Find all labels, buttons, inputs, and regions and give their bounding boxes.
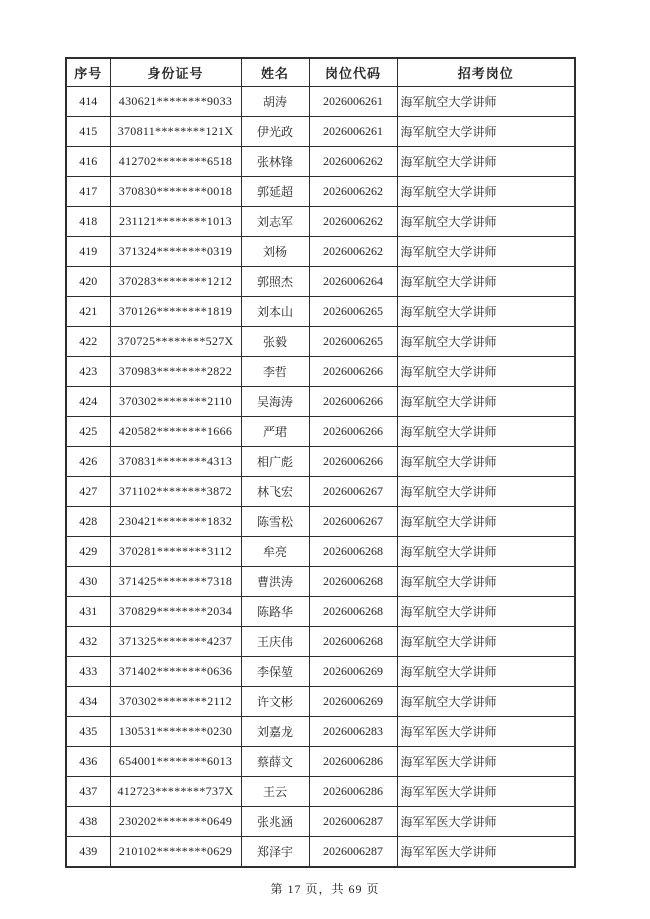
cell-name: 牟亮 <box>241 537 309 567</box>
cell-index: 422 <box>66 327 110 357</box>
cell-position-code: 2026006287 <box>309 837 397 868</box>
cell-id-number: 230421********1832 <box>110 507 241 537</box>
cell-position-title: 海军军医大学讲师 <box>397 717 575 747</box>
cell-id-number: 371324********0319 <box>110 237 241 267</box>
cell-id-number: 370283********1212 <box>110 267 241 297</box>
cell-position-code: 2026006264 <box>309 267 397 297</box>
cell-position-title: 海军航空大学讲师 <box>397 687 575 717</box>
cell-index: 433 <box>66 657 110 687</box>
cell-position-code: 2026006262 <box>309 207 397 237</box>
cell-name: 林飞宏 <box>241 477 309 507</box>
cell-name: 许文彬 <box>241 687 309 717</box>
cell-id-number: 370983********2822 <box>110 357 241 387</box>
cell-id-number: 370830********0018 <box>110 177 241 207</box>
table-row <box>66 687 575 717</box>
cell-index: 430 <box>66 567 110 597</box>
cell-position-title: 海军航空大学讲师 <box>397 537 575 567</box>
cell-id-number: 420582********1666 <box>110 417 241 447</box>
cell-position-title: 海军军医大学讲师 <box>397 807 575 837</box>
table-row <box>66 297 575 327</box>
cell-id-number: 412723********737X <box>110 777 241 807</box>
cell-name: 郑泽宇 <box>241 837 309 868</box>
cell-id-number: 370811********121X <box>110 117 241 147</box>
cell-name: 刘本山 <box>241 297 309 327</box>
table-row <box>66 477 575 507</box>
cell-name: 陈路华 <box>241 597 309 627</box>
table-row <box>66 267 575 297</box>
cell-position-code: 2026006268 <box>309 597 397 627</box>
cell-name: 刘志军 <box>241 207 309 237</box>
cell-position-code: 2026006267 <box>309 477 397 507</box>
cell-index: 426 <box>66 447 110 477</box>
cell-index: 434 <box>66 687 110 717</box>
cell-index: 417 <box>66 177 110 207</box>
cell-name: 张林锋 <box>241 147 309 177</box>
table-row <box>66 537 575 567</box>
cell-name: 郭延超 <box>241 177 309 207</box>
cell-position-code: 2026006261 <box>309 87 397 117</box>
cell-position-title: 海军航空大学讲师 <box>397 177 575 207</box>
cell-position-title: 海军航空大学讲师 <box>397 87 575 117</box>
cell-position-code: 2026006265 <box>309 327 397 357</box>
cell-position-title: 海军航空大学讲师 <box>397 327 575 357</box>
table-row <box>66 327 575 357</box>
cell-position-code: 2026006266 <box>309 357 397 387</box>
cell-index: 414 <box>66 87 110 117</box>
cell-position-code: 2026006268 <box>309 567 397 597</box>
cell-position-title: 海军航空大学讲师 <box>397 117 575 147</box>
cell-id-number: 371102********3872 <box>110 477 241 507</box>
cell-index: 423 <box>66 357 110 387</box>
cell-name: 王云 <box>241 777 309 807</box>
cell-name: 伊光政 <box>241 117 309 147</box>
table-row <box>66 627 575 657</box>
cell-position-code: 2026006266 <box>309 387 397 417</box>
cell-id-number: 370829********2034 <box>110 597 241 627</box>
cell-index: 420 <box>66 267 110 297</box>
cell-index: 429 <box>66 537 110 567</box>
cell-name: 曹洪涛 <box>241 567 309 597</box>
cell-position-title: 海军航空大学讲师 <box>397 417 575 447</box>
table-row <box>66 717 575 747</box>
cell-name: 相广彪 <box>241 447 309 477</box>
cell-id-number: 370725********527X <box>110 327 241 357</box>
cell-id-number: 230202********0649 <box>110 807 241 837</box>
table-row <box>66 837 575 868</box>
cell-position-title: 海军航空大学讲师 <box>397 447 575 477</box>
table-row <box>66 147 575 177</box>
cell-id-number: 231121********1013 <box>110 207 241 237</box>
cell-position-code: 2026006266 <box>309 417 397 447</box>
cell-position-code: 2026006265 <box>309 297 397 327</box>
cell-position-title: 海军航空大学讲师 <box>397 567 575 597</box>
cell-index: 431 <box>66 597 110 627</box>
cell-name: 郭照杰 <box>241 267 309 297</box>
cell-id-number: 371425********7318 <box>110 567 241 597</box>
cell-name: 李保堃 <box>241 657 309 687</box>
table-row <box>66 567 575 597</box>
cell-name: 胡涛 <box>241 87 309 117</box>
cell-name: 王庆伟 <box>241 627 309 657</box>
cell-id-number: 412702********6518 <box>110 147 241 177</box>
column-header-id-number: 身份证号 <box>110 58 241 87</box>
cell-position-title: 海军军医大学讲师 <box>397 837 575 868</box>
cell-position-code: 2026006267 <box>309 507 397 537</box>
cell-position-code: 2026006266 <box>309 447 397 477</box>
cell-id-number: 371402********0636 <box>110 657 241 687</box>
cell-position-title: 海军航空大学讲师 <box>397 267 575 297</box>
cell-position-code: 2026006286 <box>309 777 397 807</box>
table-row <box>66 237 575 267</box>
cell-position-code: 2026006269 <box>309 687 397 717</box>
table-row <box>66 657 575 687</box>
cell-position-code: 2026006283 <box>309 717 397 747</box>
cell-index: 432 <box>66 627 110 657</box>
table-row <box>66 507 575 537</box>
cell-name: 蔡薛文 <box>241 747 309 777</box>
cell-name: 张毅 <box>241 327 309 357</box>
cell-position-title: 海军航空大学讲师 <box>397 207 575 237</box>
cell-id-number: 210102********0629 <box>110 837 241 868</box>
column-header-index: 序号 <box>66 58 110 87</box>
cell-index: 437 <box>66 777 110 807</box>
cell-position-code: 2026006268 <box>309 627 397 657</box>
cell-index: 425 <box>66 417 110 447</box>
table-row <box>66 597 575 627</box>
table-row <box>66 387 575 417</box>
cell-position-code: 2026006268 <box>309 537 397 567</box>
cell-id-number: 370831********4313 <box>110 447 241 477</box>
cell-index: 415 <box>66 117 110 147</box>
cell-name: 陈雪松 <box>241 507 309 537</box>
cell-index: 435 <box>66 717 110 747</box>
cell-id-number: 370302********2112 <box>110 687 241 717</box>
cell-index: 419 <box>66 237 110 267</box>
cell-id-number: 654001********6013 <box>110 747 241 777</box>
table-body <box>66 87 575 868</box>
cell-position-code: 2026006262 <box>309 147 397 177</box>
cell-name: 张兆涵 <box>241 807 309 837</box>
cell-name: 刘嘉龙 <box>241 717 309 747</box>
cell-id-number: 370281********3112 <box>110 537 241 567</box>
cell-id-number: 371325********4237 <box>110 627 241 657</box>
cell-position-code: 2026006286 <box>309 747 397 777</box>
cell-name: 刘杨 <box>241 237 309 267</box>
cell-position-title: 海军航空大学讲师 <box>397 597 575 627</box>
cell-position-code: 2026006269 <box>309 657 397 687</box>
cell-index: 421 <box>66 297 110 327</box>
cell-position-title: 海军军医大学讲师 <box>397 747 575 777</box>
cell-position-title: 海军航空大学讲师 <box>397 237 575 267</box>
cell-name: 严珺 <box>241 417 309 447</box>
table-header-row <box>66 58 575 87</box>
column-header-position-code: 岗位代码 <box>309 58 397 87</box>
column-header-position-title: 招考岗位 <box>397 58 575 87</box>
cell-position-code: 2026006262 <box>309 177 397 207</box>
cell-index: 424 <box>66 387 110 417</box>
column-header-name: 姓名 <box>241 58 309 87</box>
cell-position-title: 海军军医大学讲师 <box>397 777 575 807</box>
cell-id-number: 430621********9033 <box>110 87 241 117</box>
cell-id-number: 370302********2110 <box>110 387 241 417</box>
recruitment-roster-table <box>65 57 576 868</box>
cell-index: 436 <box>66 747 110 777</box>
table-row <box>66 777 575 807</box>
cell-index: 428 <box>66 507 110 537</box>
cell-position-title: 海军航空大学讲师 <box>397 657 575 687</box>
table-row <box>66 207 575 237</box>
table-row <box>66 447 575 477</box>
cell-name: 吴海涛 <box>241 387 309 417</box>
cell-position-title: 海军航空大学讲师 <box>397 507 575 537</box>
cell-position-code: 2026006262 <box>309 237 397 267</box>
cell-index: 416 <box>66 147 110 177</box>
cell-position-code: 2026006261 <box>309 117 397 147</box>
page-number-indicator: 第 17 页，共 69 页 <box>270 882 380 896</box>
cell-index: 439 <box>66 837 110 868</box>
table-row <box>66 357 575 387</box>
table-row <box>66 87 575 117</box>
cell-position-title: 海军航空大学讲师 <box>397 297 575 327</box>
cell-id-number: 370126********1819 <box>110 297 241 327</box>
cell-position-title: 海军航空大学讲师 <box>397 357 575 387</box>
table-row <box>66 807 575 837</box>
cell-position-title: 海军航空大学讲师 <box>397 387 575 417</box>
cell-position-title: 海军航空大学讲师 <box>397 147 575 177</box>
table-row <box>66 747 575 777</box>
cell-index: 418 <box>66 207 110 237</box>
cell-position-code: 2026006287 <box>309 807 397 837</box>
table-row <box>66 177 575 207</box>
cell-index: 427 <box>66 477 110 507</box>
cell-position-title: 海军航空大学讲师 <box>397 627 575 657</box>
cell-position-title: 海军航空大学讲师 <box>397 477 575 507</box>
cell-id-number: 130531********0230 <box>110 717 241 747</box>
table-row <box>66 117 575 147</box>
cell-name: 李哲 <box>241 357 309 387</box>
table-row <box>66 417 575 447</box>
cell-index: 438 <box>66 807 110 837</box>
